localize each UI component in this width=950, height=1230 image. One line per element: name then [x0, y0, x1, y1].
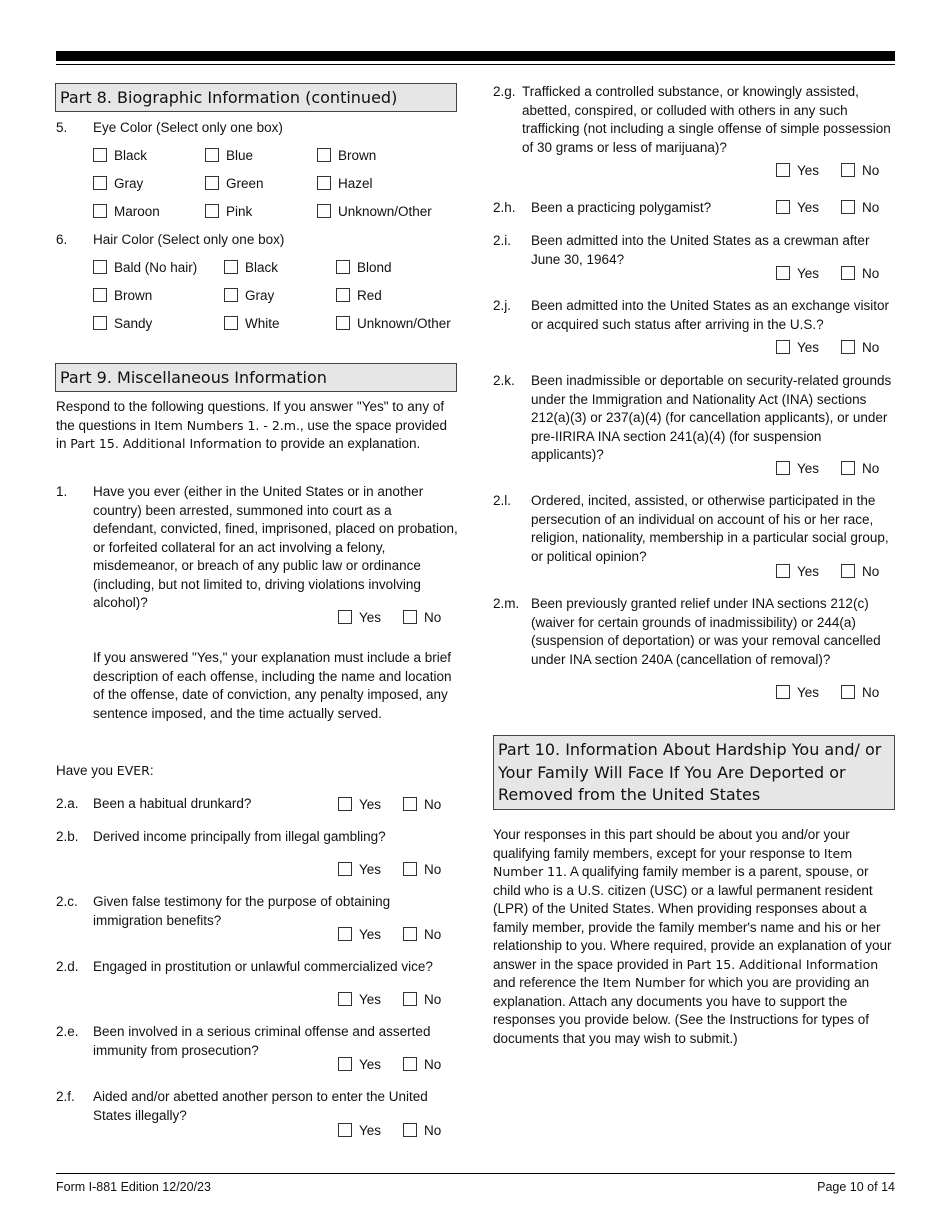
top-rule-thick	[56, 51, 895, 61]
part10-paragraph: Your responses in this part should be about you and/or your qualifying family members, except for your response to Item Number 11. A qualifying family member is a parent, spouse, or child who is a U.S. citizen (USC) or a lawful permanent resident (LPR) of the United States. When providing responses about a family member, provide the family member's name and his or her relationship to you. Where required, provide an explanation of your answer in the space provided in Part 15. Additional Information and reference the Item Number for which you are providing an explanation. Attach any documents you have to support the responses you provide below. (See the Instructions for types of documents that you may wish to submit.)	[493, 827, 892, 1046]
hair-brown-checkbox[interactable]: Brown	[93, 287, 152, 305]
hair-unknown-checkbox[interactable]: Unknown/Other	[336, 315, 451, 333]
q6-number: 6.	[56, 232, 68, 247]
q2b-yes-no[interactable]: Yes No	[338, 861, 441, 879]
q2k-yes-no[interactable]: Yes No	[776, 460, 879, 478]
q2j-yes-no[interactable]: Yes No	[776, 339, 879, 357]
hair-black-checkbox[interactable]: Black	[224, 259, 278, 277]
eye-hazel-checkbox[interactable]: Hazel	[317, 175, 373, 193]
hair-white-checkbox[interactable]: White	[224, 315, 280, 333]
q2f-text: Aided and/or abetted another person to enter the United States illegally?	[93, 1089, 428, 1123]
q2c-yes-no[interactable]: Yes No	[338, 926, 441, 944]
q2d-number: 2.d.	[56, 959, 79, 974]
q2k-number: 2.k.	[493, 373, 515, 388]
footer-page-number: Page 10 of 14	[817, 1180, 895, 1194]
q2g-number: 2.g.	[493, 84, 516, 99]
hair-bald-checkbox[interactable]: Bald (No hair)	[93, 259, 197, 277]
footer-form-edition: Form I-881 Edition 12/20/23	[56, 1180, 211, 1194]
q1-yes-no[interactable]: Yes No	[338, 609, 441, 627]
q2j-text: Been admitted into the United States as an exchange visitor or acquired such status after arriving in the U.S.?	[531, 298, 889, 332]
part9-intro: Respond to the following questions. If you answer "Yes" to any of the questions in Item Numbers 1. - 2.m., use the space provided in Part 15. Additional Information to provide an explanation.	[56, 399, 448, 451]
q2e-yes-no[interactable]: Yes No	[338, 1056, 441, 1074]
have-you-ever: Have you EVER:	[56, 763, 154, 778]
eye-black-checkbox[interactable]: Black	[93, 147, 147, 165]
q1-explanation: If you answered "Yes," your explanation must include a brief description of each offense, including the name and location of the offense, date of conviction, any penalty imposed, any sentence imposed, and the time actually served.	[93, 650, 452, 721]
eye-blue-checkbox[interactable]: Blue	[205, 147, 253, 165]
q2a-yes-no[interactable]: Yes No	[338, 796, 441, 814]
q2i-number: 2.i.	[493, 233, 512, 248]
hair-red-checkbox[interactable]: Red	[336, 287, 382, 305]
part8-header: Part 8. Biographic Information (continued)	[55, 83, 457, 112]
part10-header: Part 10. Information About Hardship You and/ or Your Family Will Face If You Are Deported or Removed from the United States	[493, 735, 895, 810]
q2g-yes-no[interactable]: Yes No	[776, 162, 879, 180]
part9-header: Part 9. Miscellaneous Information	[55, 363, 457, 392]
q2b-number: 2.b.	[56, 829, 79, 844]
q2i-text: Been admitted into the United States as a crewman after June 30, 1964?	[531, 233, 870, 267]
hair-sandy-checkbox[interactable]: Sandy	[93, 315, 152, 333]
q2b-text: Derived income principally from illegal gambling?	[93, 829, 386, 844]
q6-label: Hair Color (Select only one box)	[93, 232, 285, 247]
hair-gray-checkbox[interactable]: Gray	[224, 287, 274, 305]
q2e-number: 2.e.	[56, 1024, 79, 1039]
q5-number: 5.	[56, 120, 68, 135]
q2a-text: Been a habitual drunkard?	[93, 796, 252, 811]
q1-number: 1.	[56, 484, 68, 499]
q2m-yes-no[interactable]: Yes No	[776, 684, 879, 702]
q2m-text: Been previously granted relief under INA sections 212(c) (waiver for certain grounds of inadmissibility) or 244(a) (suspension of deportation) or was your removal cancelled under INA section 240A (cancellation of removal)?	[531, 596, 881, 667]
eye-brown-checkbox[interactable]: Brown	[317, 147, 376, 165]
q2d-text: Engaged in prostitution or unlawful commercialized vice?	[93, 959, 433, 974]
q2j-number: 2.j.	[493, 298, 512, 313]
q2h-text: Been a practicing polygamist?	[531, 200, 712, 215]
q1-text: Have you ever (either in the United States or in another country) been arrested, summoned into court as a defendant, convicted, fined, imprisoned, placed on probation, or forfeited collateral for an act involving a felony, misdemeanor, or breach of any public law or ordinance (including, but not limited to, driving violations involving alcohol)?	[93, 484, 458, 610]
eye-maroon-checkbox[interactable]: Maroon	[93, 203, 160, 221]
q2h-number: 2.h.	[493, 200, 516, 215]
q2l-number: 2.l.	[493, 493, 512, 508]
q2l-yes-no[interactable]: Yes No	[776, 563, 879, 581]
eye-pink-checkbox[interactable]: Pink	[205, 203, 252, 221]
q2g-text: Trafficked a controlled substance, or knowingly assisted, abetted, conspired, or colluded with others in any such trafficking (not including a single offense of simple possession of 30 grams or less of marijuana)?	[522, 84, 891, 155]
hair-blond-checkbox[interactable]: Blond	[336, 259, 392, 277]
q2i-yes-no[interactable]: Yes No	[776, 265, 879, 283]
q2c-text: Given false testimony for the purpose of obtaining immigration benefits?	[93, 894, 391, 928]
q2e-text: Been involved in a serious criminal offense and asserted immunity from prosecution?	[93, 1024, 431, 1058]
eye-unknown-checkbox[interactable]: Unknown/Other	[317, 203, 432, 221]
q2f-number: 2.f.	[56, 1089, 75, 1104]
q2k-text: Been inadmissible or deportable on security-related grounds under the Immigration and Nationality Act (INA) sections 212(a)(3) or 237(a)(4) (for cancellation applicants), or under pre-IIRIRA INA section 241(a)(4) (for suspension applicants)?	[531, 373, 892, 462]
q2l-text: Ordered, incited, assisted, or otherwise participated in the persecution of an individual on account of his or her race, religion, nationality, membership in a particular social group, or political opinion?	[531, 493, 889, 564]
eye-gray-checkbox[interactable]: Gray	[93, 175, 143, 193]
footer-rule	[56, 1173, 895, 1174]
q2m-number: 2.m.	[493, 596, 520, 611]
q2a-number: 2.a.	[56, 796, 79, 811]
eye-green-checkbox[interactable]: Green	[205, 175, 264, 193]
q5-label: Eye Color (Select only one box)	[93, 120, 283, 135]
q2d-yes-no[interactable]: Yes No	[338, 991, 441, 1009]
q2c-number: 2.c.	[56, 894, 78, 909]
top-rule-thin	[56, 64, 895, 65]
q2h-yes-no[interactable]: Yes No	[776, 199, 879, 217]
q2f-yes-no[interactable]: Yes No	[338, 1122, 441, 1140]
